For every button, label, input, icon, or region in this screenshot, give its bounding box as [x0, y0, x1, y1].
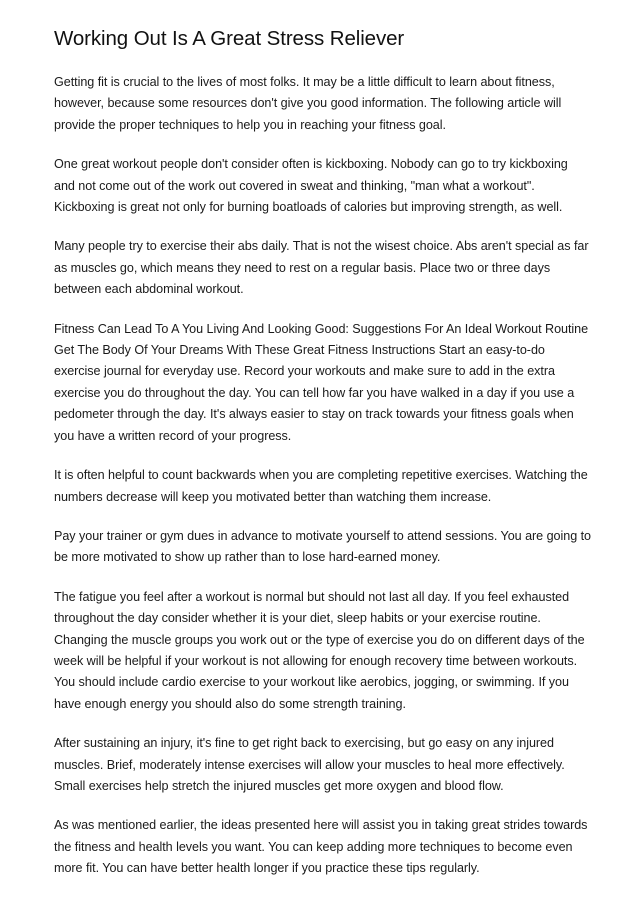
paragraph-kickboxing: One great workout people don't consider often is kickboxing. Nobody can go to try kickboxing and not come out of the work out covered in sweat and thinking, "man what a workout". Kickboxing is great not only for burning boatloads of calories but improving strength, as well.	[54, 157, 568, 215]
document-title: Working Out Is A Great Stress Reliever	[54, 27, 405, 50]
paragraph-intro: Getting fit is crucial to the lives of most folks. It may be a little difficult to learn about fitness, however, because some resources don't give you good information. The following article will provide the proper techniques to help you in reaching your fitness goal.	[54, 75, 562, 132]
paragraph-fatigue: The fatigue you feel after a workout is normal but should not last all day. If you feel exhausted throughout the day consider whether it is your diet, sleep habits or your exercise routine. Changing the muscle groups you work out or the type of exercise you do on different days of the week will be helpful if your workout is not allowing for enough recovery time between workouts. You should include cardio exercise to your workout like aerobics, jogging, or swimming. If you have enough energy you should also do some strength training.	[54, 589, 585, 711]
paragraph-gym-dues: Pay your trainer or gym dues in advance to motivate yourself to attend sessions. You are going to be more motivated to show up rather than to lose hard-earned money.	[54, 528, 591, 565]
paragraph-abs: Many people try to exercise their abs daily. That is not the wisest choice. Abs aren't special as far as muscles go, which means they need to rest on a regular basis. Place two or three days between each abdominal workout.	[54, 239, 589, 297]
document-page	[54, 26, 592, 898]
paragraph-conclusion: As was mentioned earlier, the ideas presented here will assist you in taking great strides towards the fitness and health levels you want. You can keep adding more techniques to become even more fit. You can have better health longer if you practice these tips regularly.	[54, 818, 588, 876]
paragraph-injury: After sustaining an injury, it's fine to get right back to exercising, but go easy on any injured muscles. Brief, moderately intense exercises will allow your muscles to heal more effectively. Small exercises help stretch the injured muscles get more oxygen and blood flow.	[54, 736, 565, 793]
paragraph-count-backwards: It is often helpful to count backwards when you are completing repetitive exercises. Watching the numbers decrease will keep you motivated better than watching them increase.	[54, 468, 588, 504]
paragraph-exercise-journal: Fitness Can Lead To A You Living And Looking Good: Suggestions For An Ideal Workout Routine Get The Body Of Your Dreams With These Great Fitness Instructions Start an easy-to-do exercise journal for everyday use. Record your workouts and make sure to add in the extra exercise you do throughout the day. You can tell how far you have walked in a day if you use a pedometer through the day. It's always easier to stay on track towards your fitness goals when you have a written record of your progress.	[54, 321, 589, 443]
